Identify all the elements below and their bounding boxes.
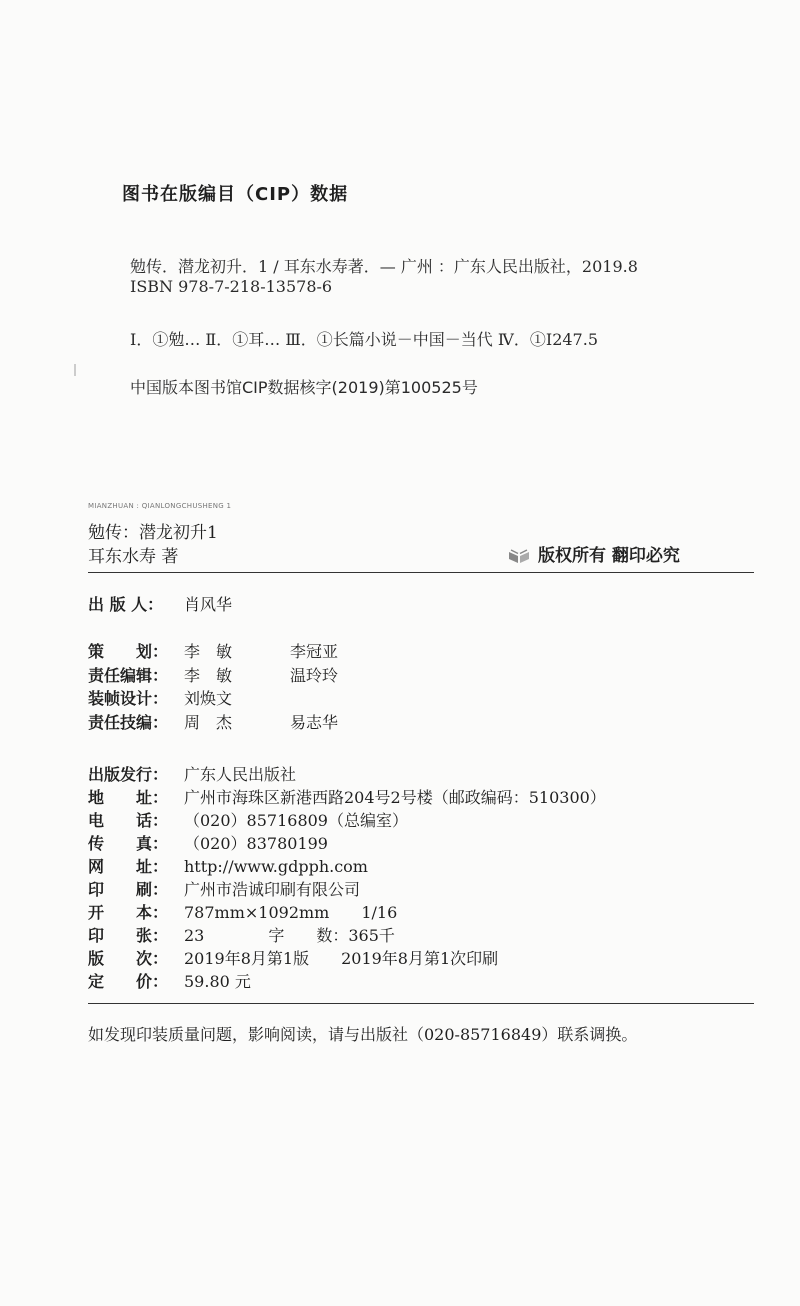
editor-name: 李 敏 [184,666,233,685]
detail-label: 定 价： [88,972,169,991]
editor-name: 温玲玲 [290,666,339,685]
detail-value: 59.80 元 [184,972,251,991]
detail-label: 网 址： [88,857,169,876]
detail-row [88,808,408,831]
detail-value: 广州市浩诚印刷有限公司 [184,880,361,899]
detail-row [88,854,368,877]
editor-label: 装帧设计： [88,689,169,708]
detail-row [88,831,328,854]
detail-label: 出版发行： [88,765,169,784]
editor-label: 责任编辑： [88,666,169,685]
book-title-pinyin: MIANZHUAN : QIANLONGCHUSHENG 1 [88,502,232,510]
detail-label: 印 刷： [88,880,169,899]
publisher-row [88,592,232,615]
detail-value: 广东人民出版社 [184,765,297,784]
detail-label: 版 次： [88,949,169,968]
detail-label: 传 真： [88,834,169,853]
cip-bibliographic-line: 勉传．潜龙初升．1 / 耳东水寿著．— 广州 ：广东人民出版社，2019.8 [130,257,638,276]
quality-notice: 如发现印装质量问题，影响阅读，请与出版社（020-85716849）联系调换。 [88,1025,638,1044]
cip-classification: Ⅰ．①勉… Ⅱ．①耳… Ⅲ．①长篇小说－中国－当代 Ⅳ．①I247.5 [130,330,598,349]
detail-value: （020）83780199 [184,834,328,853]
detail-value: 广州市海珠区新港西路204号2号楼（邮政编码：510300） [184,788,606,807]
detail-value: 2019年8月第1版 2019年8月第1次印刷 [184,949,499,968]
detail-value: http://www.gdpph.com [184,857,368,876]
editor-name: 周 杰 [184,713,233,732]
copyright-notice [508,541,680,566]
detail-label: 开 本： [88,903,169,922]
detail-row [88,877,360,900]
copyright-text: 版权所有 翻印必究 [538,546,680,566]
editor-name: 易志华 [290,713,339,732]
publisher-value: 肖风华 [184,595,233,614]
detail-value: （020）85716809（总编室） [184,811,408,830]
editor-name: 刘焕文 [184,689,233,708]
editor-row [88,686,290,709]
detail-row [88,946,498,969]
detail-label: 电 话： [88,811,169,830]
detail-label: 印 张： [88,926,169,945]
divider-bottom [88,1003,754,1004]
publisher-label: 出 版 人： [88,595,164,614]
detail-row [88,969,251,992]
editor-label: 策 划： [88,642,169,661]
divider-top [88,572,754,573]
editor-name: 李冠亚 [290,642,339,661]
detail-row [88,785,606,808]
detail-label: 地 址： [88,788,169,807]
editor-row [88,663,338,686]
book-title: 勉传：潜龙初升1 [88,523,218,543]
editor-row [88,639,338,662]
detail-row [88,900,397,923]
detail-value: 23 字 数：365千 [184,926,395,945]
book-author: 耳东水寿 著 [88,547,179,567]
cip-title: 图书在版编目（CIP）数据 [122,184,349,205]
editor-row [88,710,338,733]
book-icon [508,548,530,564]
scan-speck [74,364,76,376]
cip-record-number: 中国版本图书馆CIP数据核字(2019)第100525号 [130,378,478,397]
editor-label: 责任技编： [88,713,169,732]
cip-isbn: ISBN 978-7-218-13578-6 [130,277,333,296]
editor-name: 李 敏 [184,642,233,661]
detail-row [88,762,296,785]
detail-row [88,923,395,946]
detail-value: 787mm×1092mm 1/16 [184,903,398,922]
